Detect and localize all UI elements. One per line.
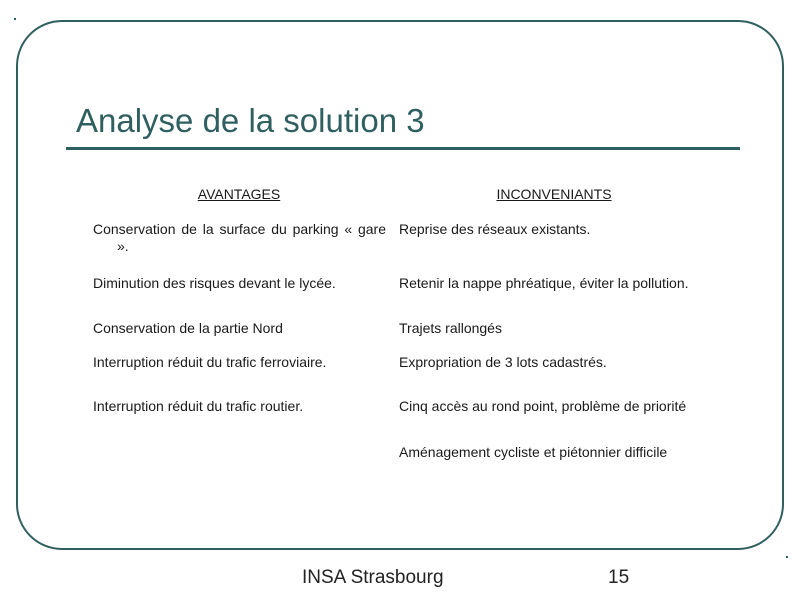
advantage-cell bbox=[86, 354, 392, 398]
table-row bbox=[86, 354, 716, 398]
cell-text: Conservation de la surface du parking « gare ». bbox=[93, 221, 386, 254]
cell-text: Aménagement cycliste et piétonnier difficile bbox=[399, 444, 668, 460]
cell-text: Interruption réduit du trafic routier. bbox=[93, 398, 304, 414]
cell-text: Diminution des risques devant le lycée. bbox=[93, 275, 336, 291]
disadvantage-cell bbox=[392, 221, 716, 275]
cell-text: Conservation de la partie Nord bbox=[93, 320, 283, 336]
corner-dot bbox=[786, 556, 788, 558]
cell-text: Retenir la nappe phréatique, éviter la pollution. bbox=[399, 275, 689, 291]
disadvantage-cell bbox=[392, 444, 716, 468]
advantage-cell bbox=[86, 398, 392, 444]
disadvantage-cell bbox=[392, 275, 716, 320]
cell-text: Reprise des réseaux existants. bbox=[399, 221, 591, 237]
footer-label: INSA Strasbourg bbox=[302, 567, 444, 588]
advantage-cell bbox=[86, 444, 392, 468]
disadvantage-cell bbox=[392, 320, 716, 354]
header-disadvantages: INCONVENIANTS bbox=[496, 186, 612, 202]
table-row bbox=[86, 221, 716, 275]
disadvantage-cell bbox=[392, 398, 716, 444]
cell-text: Expropriation de 3 lots cadastrés. bbox=[399, 354, 607, 370]
advantage-cell bbox=[86, 221, 392, 275]
table-row bbox=[86, 444, 716, 468]
advantage-cell bbox=[86, 275, 392, 320]
advantage-cell bbox=[86, 320, 392, 354]
comparison-table bbox=[86, 186, 716, 468]
slide-title: Analyse de la solution 3 bbox=[76, 102, 425, 139]
header-advantages: AVANTAGES bbox=[197, 186, 281, 202]
table-row bbox=[86, 320, 716, 354]
cell-text: Cinq accès au rond point, problème de priorité bbox=[399, 398, 687, 414]
table-row bbox=[86, 275, 716, 320]
table-row bbox=[86, 398, 716, 444]
page-number: 15 bbox=[608, 567, 630, 588]
corner-dot bbox=[14, 18, 16, 20]
table-header-row bbox=[86, 186, 716, 221]
title-underline bbox=[66, 147, 740, 150]
disadvantage-cell bbox=[392, 354, 716, 398]
cell-text: Trajets rallongés bbox=[399, 320, 502, 336]
cell-text: Interruption réduit du trafic ferroviaire. bbox=[93, 354, 327, 370]
